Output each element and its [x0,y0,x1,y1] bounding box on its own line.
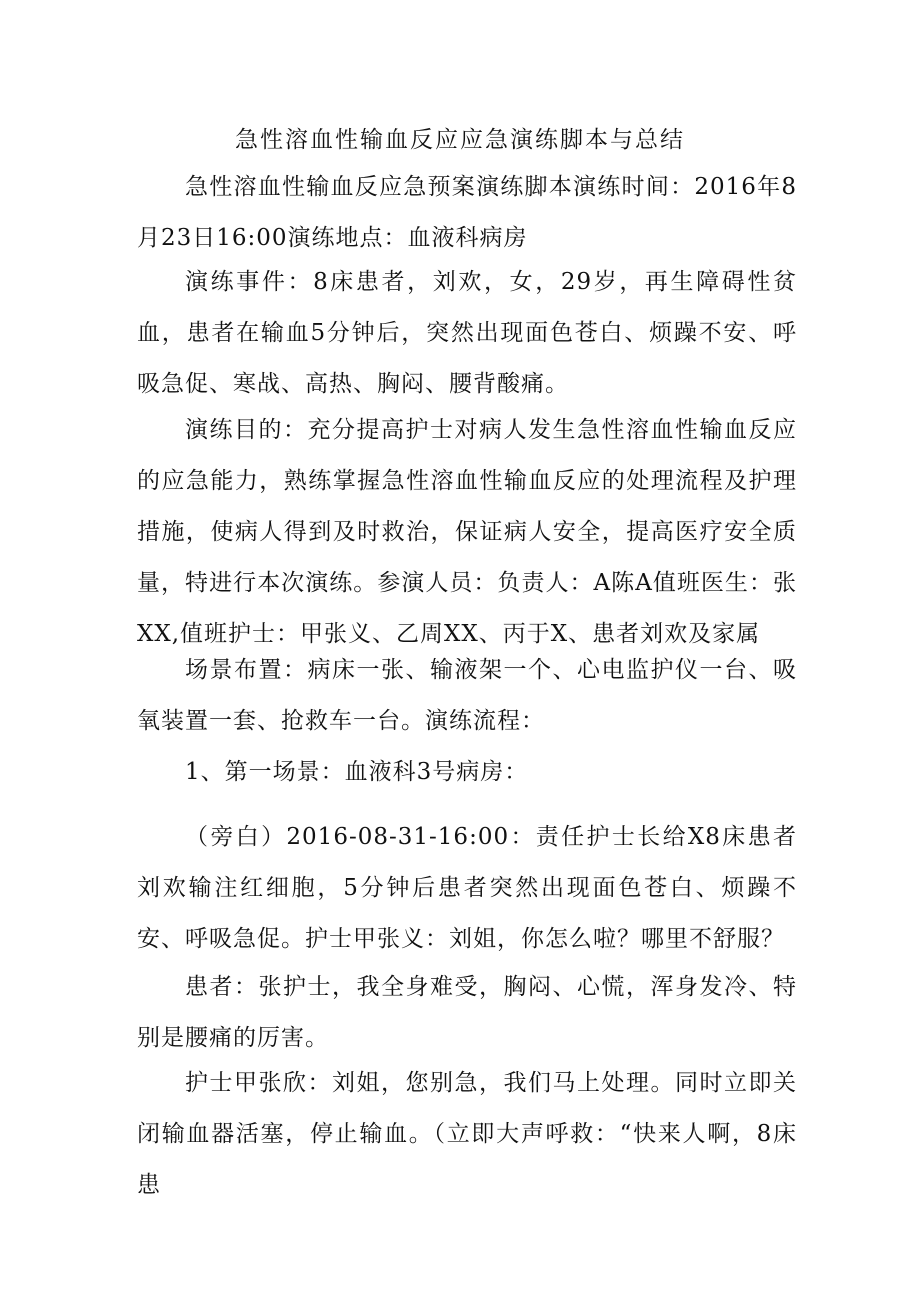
paragraph-narration: （旁白）2016-08-31-16:00：责任护士长给X8床患者刘欢输注红细胞，5分钟后患者突然出现面色苍白、烦躁不安、呼吸急促。护士甲张义：刘姐，你怎么啦？哪里不舒服？ [137,824,797,952]
document-title: 急性溶血性输血反应应急演练脚本与总结 [235,127,685,153]
paragraph-nurse-dialogue: 护士甲张欣：刘姐，您别急，我们马上处理。同时立即关闭输血器活塞，停止输血。（立即大声呼救：“快来人啊，8床患 [137,1070,797,1198]
paragraph-drill-time-location: 急性溶血性输血反应急预案演练脚本演练时间：2016年8月23日16:00演练地点：血液科病房 [137,174,797,251]
paragraph-patient-dialogue: 患者：张护士，我全身难受，胸闷、心慌，浑身发冷、特别是腰痛的厉害。 [137,974,797,1051]
paragraph-drill-event: 演练事件：8床患者，刘欢，女，29岁，再生障碍性贫血，患者在输血5分钟后，突然出现面色苍白、烦躁不安、呼吸急促、寒战、高热、胸闷、腰背酸痛。 [137,269,797,397]
paragraph-scene-one: 1、第一场景：血液科3号病房： [185,759,529,785]
paragraph-scene-setup: 场景布置：病床一张、输液架一个、心电监护仪一台、吸氧装置一套、抢救车一台。演练流程： [137,657,797,734]
paragraph-drill-purpose: 演练目的：充分提高护士对病人发生急性溶血性输血反应的应急能力，熟练掌握急性溶血性输血反应的处理流程及护理措施，使病人得到及时救治，保证病人安全，提高医疗安全质量，特进行本次演练。参演人员：负责人：A陈A值班医生：张XX,值班护士：甲张义、乙周XX、丙于X、患者刘欢及家属 [137,417,797,647]
